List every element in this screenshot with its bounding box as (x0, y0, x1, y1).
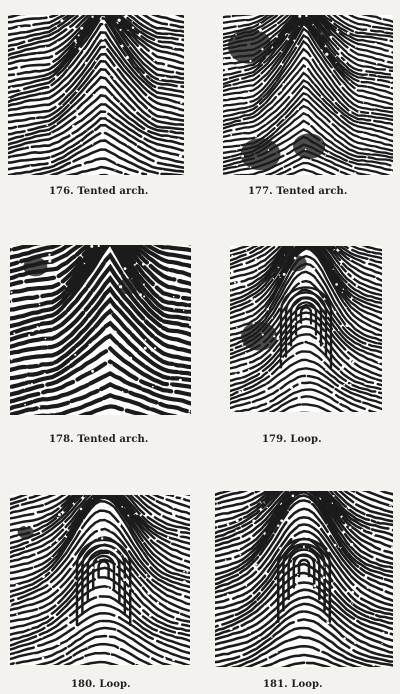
caption-178: 178. Tented arch. (49, 434, 149, 445)
fingerprint-176-tented-arch (8, 15, 184, 175)
fingerprint-178-tented-arch (10, 245, 191, 415)
caption-180: 180. Loop. (71, 679, 131, 690)
fingerprint-179-loop (230, 246, 382, 412)
caption-179: 179. Loop. (262, 434, 322, 445)
fingerprint-177-tented-arch (223, 15, 393, 175)
caption-177: 177. Tented arch. (248, 186, 348, 197)
fingerprint-181-loop (215, 491, 393, 667)
fingerprint-180-loop (10, 495, 190, 665)
caption-181: 181. Loop. (263, 679, 323, 690)
caption-176: 176. Tented arch. (49, 186, 149, 197)
